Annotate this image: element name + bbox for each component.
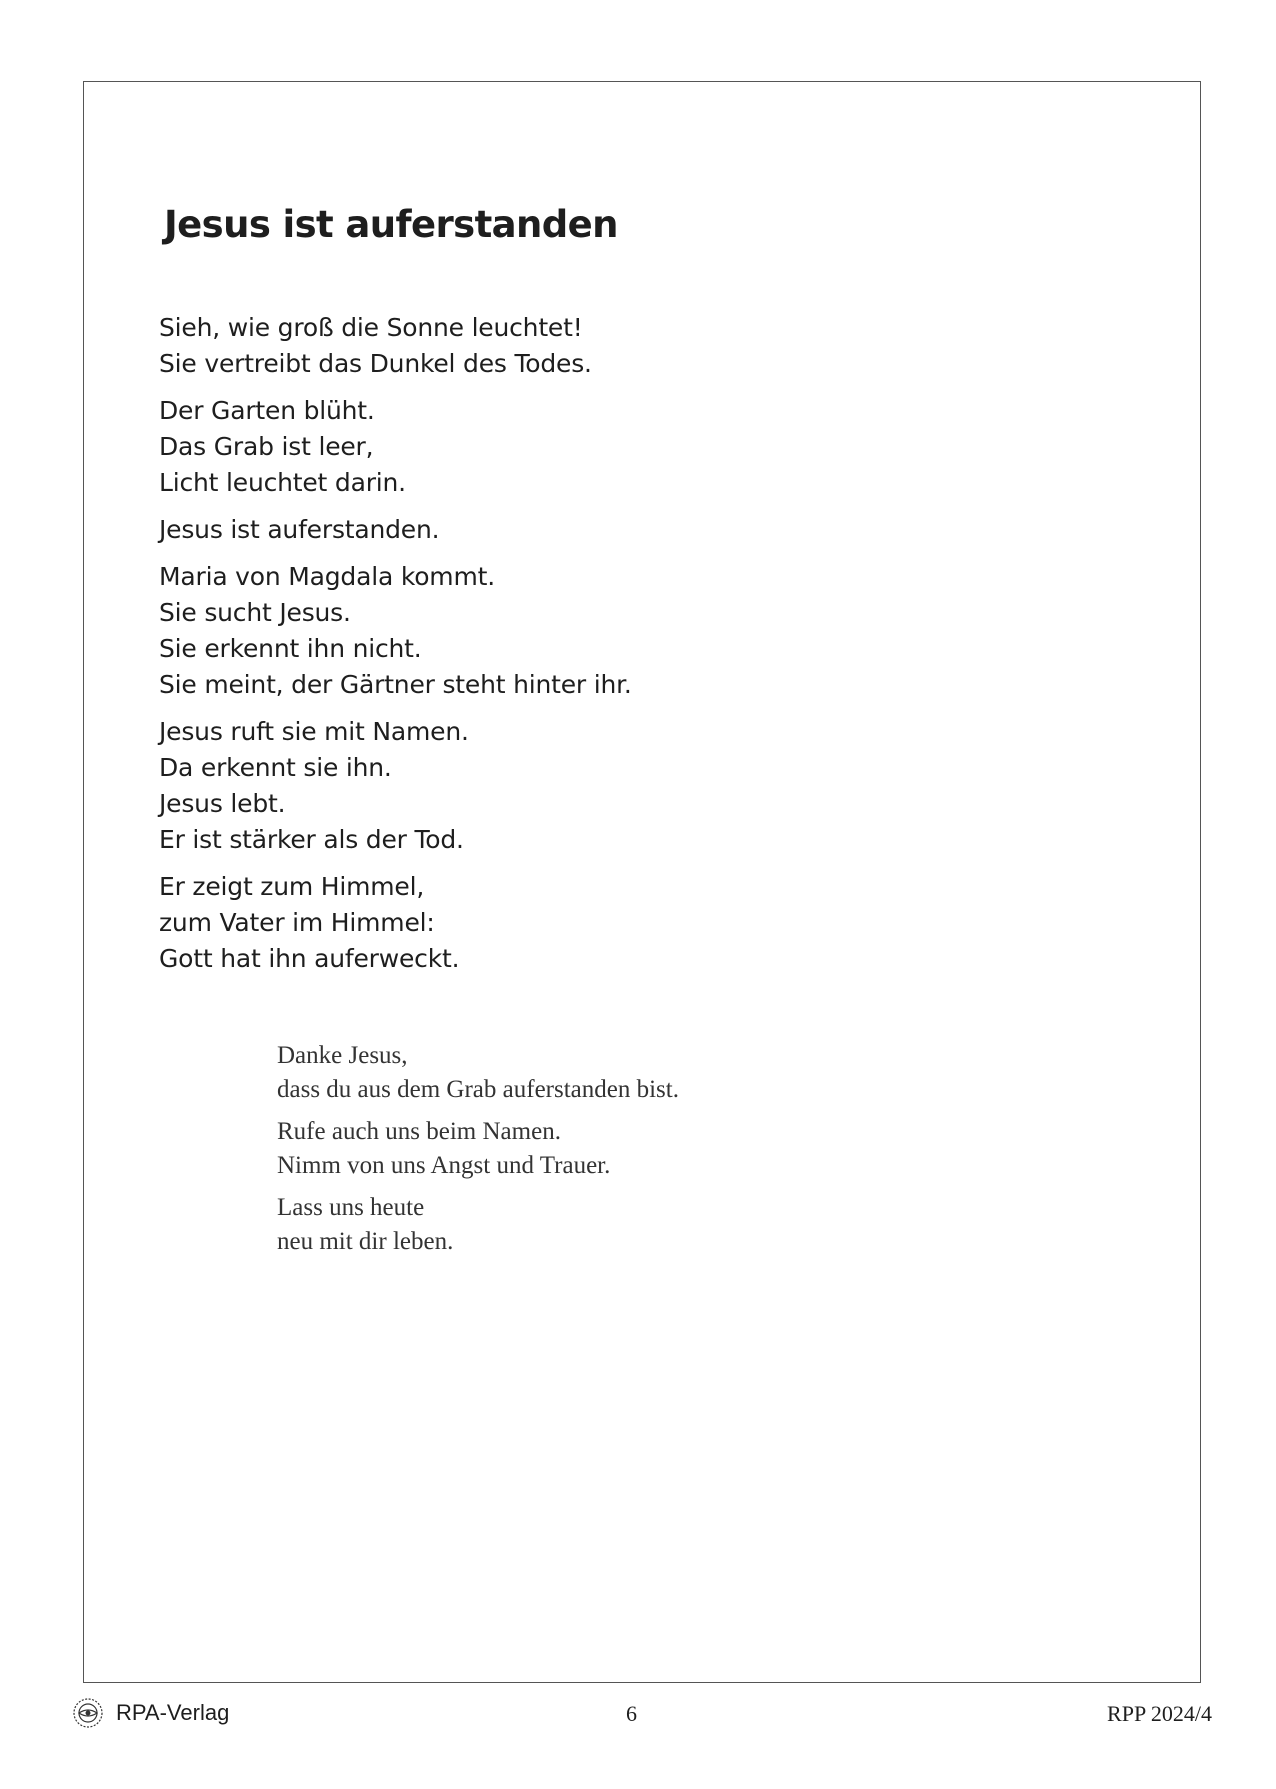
poem-line: Sieh, wie groß die Sonne leuchtet!: [159, 313, 583, 342]
poem-line: Licht leuchtet darin.: [159, 468, 406, 497]
poem-stanza: [159, 559, 1059, 703]
poem-line: Das Grab ist leer,: [159, 432, 374, 461]
poem-line: Da erkennt sie ihn.: [159, 753, 392, 782]
rpa-logo-icon: [72, 1697, 104, 1729]
prayer-stanza: [277, 1191, 977, 1259]
poem-line: Sie vertreibt das Dunkel des Todes.: [159, 349, 592, 378]
prayer-stanza: [277, 1115, 977, 1183]
prayer-line: dass du aus dem Grab auferstanden bist.: [277, 1076, 679, 1103]
poem-line: Er ist stärker als der Tod.: [159, 825, 464, 854]
poem-stanza: [159, 714, 1059, 858]
poem-line: Gott hat ihn auferweckt.: [159, 944, 460, 973]
poem-line: Sie erkennt ihn nicht.: [159, 634, 422, 663]
poem-line: Jesus ist auferstanden.: [159, 515, 440, 544]
prayer-stanza: [277, 1039, 977, 1107]
poem-line: Jesus lebt.: [159, 789, 286, 818]
poem-line: Maria von Magdala kommt.: [159, 562, 495, 591]
prayer-line: neu mit dir leben.: [277, 1228, 454, 1255]
footer-publisher: [72, 1697, 229, 1729]
issue-label: RPP 2024/4: [1107, 1701, 1212, 1726]
page-footer: [72, 1697, 1212, 1737]
poem-stanza: [159, 512, 1059, 548]
poem-stanza: [159, 869, 1059, 977]
poem-line: Sie meint, der Gärtner steht hinter ihr.: [159, 670, 632, 699]
poem-line: zum Vater im Himmel:: [159, 908, 435, 937]
poem-stanza: [159, 310, 1059, 382]
prayer-line: Lass uns heute: [277, 1194, 425, 1221]
prayer-line: Nimm von uns Angst und Trauer.: [277, 1152, 611, 1179]
poem-line: Jesus ruft sie mit Namen.: [159, 717, 469, 746]
poem-line: Er zeigt zum Himmel,: [159, 872, 425, 901]
poem-line: Sie sucht Jesus.: [159, 598, 351, 627]
prayer-line: Danke Jesus,: [277, 1042, 408, 1069]
page-number: 6: [626, 1701, 637, 1726]
poem-line: Der Garten blüht.: [159, 396, 375, 425]
prayer-line: Rufe auch uns beim Namen.: [277, 1118, 561, 1145]
prayer: [277, 1039, 977, 1267]
publisher-name: RPA-Verlag: [116, 1700, 230, 1725]
page-title: Jesus ist auferstanden: [164, 203, 618, 246]
poem-stanza: [159, 393, 1059, 501]
poem: [159, 310, 1059, 988]
